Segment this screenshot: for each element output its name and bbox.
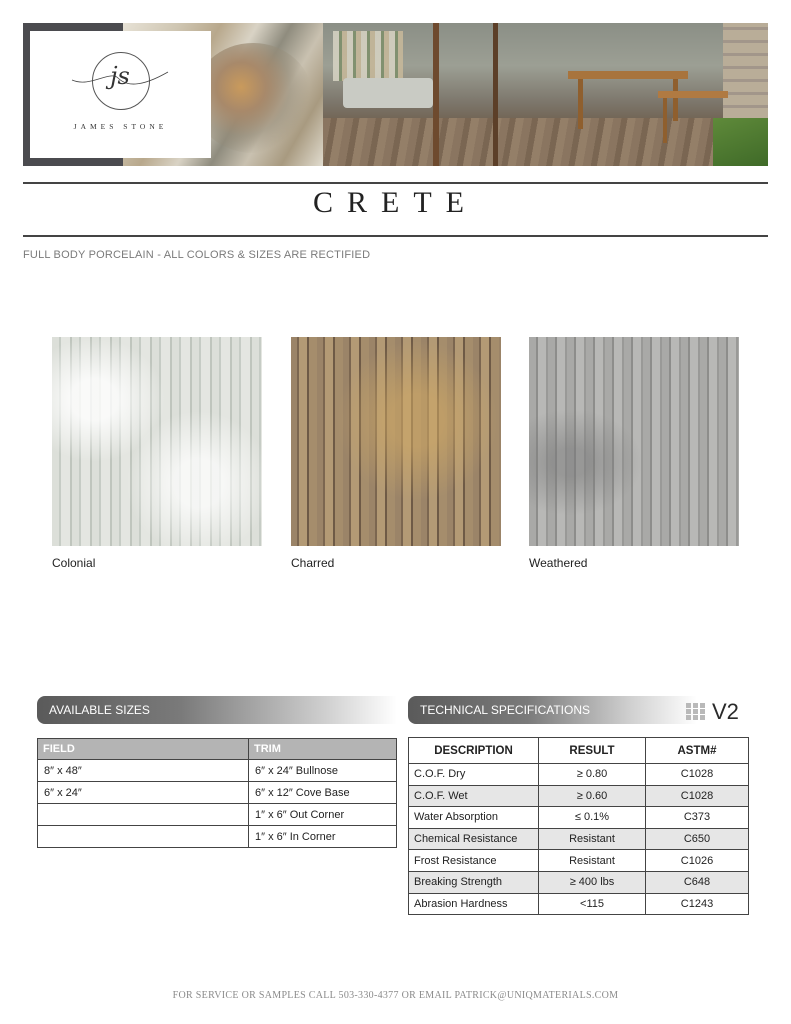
table-row (409, 807, 749, 829)
table-row (409, 871, 749, 893)
column-header-description: DESCRIPTION (409, 738, 539, 764)
table-cell (38, 826, 249, 848)
column-header-trim: TRIM (249, 739, 397, 760)
table-cell: C.O.F. Dry (409, 764, 539, 786)
table-row (38, 804, 397, 826)
table-cell: 8″ x 48″ (38, 760, 249, 782)
table-row (409, 785, 749, 807)
title-rule-top (23, 182, 768, 184)
table-cell: ≥ 0.80 (539, 764, 646, 786)
technical-specs-header: TECHNICAL SPECIFICATIONS (408, 696, 748, 724)
table-cell: C1026 (646, 850, 749, 872)
product-subtitle: FULL BODY PORCELAIN - ALL COLORS & SIZES ARE RECTIFIED (23, 249, 371, 261)
swatch-label-charred: Charred (291, 556, 335, 570)
table-cell: Resistant (539, 828, 646, 850)
available-sizes-header: AVAILABLE SIZES (37, 696, 397, 724)
table-cell: 1″ x 6″ In Corner (249, 826, 397, 848)
table-cell: C373 (646, 807, 749, 829)
table-cell: <115 (539, 893, 646, 915)
table-cell: Abrasion Hardness (409, 893, 539, 915)
page-title: CRETE (313, 186, 478, 219)
table-cell: ≥ 400 lbs (539, 871, 646, 893)
table-cell: ≥ 0.60 (539, 785, 646, 807)
grid-icon (686, 703, 706, 721)
table-header-row (409, 738, 749, 764)
table-cell: C648 (646, 871, 749, 893)
table-row (38, 826, 397, 848)
sizes-table (37, 738, 397, 848)
brand-name: JAMES STONE (73, 122, 168, 131)
logo-monogram: js (110, 62, 130, 90)
table-row (409, 764, 749, 786)
table-cell: C1028 (646, 785, 749, 807)
table-cell: C1243 (646, 893, 749, 915)
table-cell: Frost Resistance (409, 850, 539, 872)
title-rule-bottom (23, 235, 768, 237)
table-cell: Chemical Resistance (409, 828, 539, 850)
column-header-astm: ASTM# (646, 738, 749, 764)
table-cell: C.O.F. Wet (409, 785, 539, 807)
table-row (409, 893, 749, 915)
table-cell: Breaking Strength (409, 871, 539, 893)
swatch-label-colonial: Colonial (52, 556, 96, 570)
swatch-charred (291, 337, 501, 546)
table-header-row (38, 739, 397, 760)
table-cell: C1028 (646, 764, 749, 786)
table-cell: ≤ 0.1% (539, 807, 646, 829)
footer-contact: FOR SERVICE OR SAMPLES CALL 503-330-4377 OR EMAIL PATRICK@UNIQMATERIALS.COM (172, 990, 619, 1001)
table-cell: C650 (646, 828, 749, 850)
table-cell: Water Absorption (409, 807, 539, 829)
swatch-colonial (52, 337, 262, 546)
table-row (38, 760, 397, 782)
table-cell (38, 804, 249, 826)
table-cell: 6″ x 24″ (38, 782, 249, 804)
table-cell: 6″ x 24″ Bullnose (249, 760, 397, 782)
table-cell: Resistant (539, 850, 646, 872)
swatch-label-weathered: Weathered (529, 556, 588, 570)
swatch-weathered (529, 337, 739, 546)
table-cell: 1″ x 6″ Out Corner (249, 804, 397, 826)
table-row (409, 850, 749, 872)
table-row (38, 782, 397, 804)
table-cell: 6″ x 12″ Cove Base (249, 782, 397, 804)
column-header-result: RESULT (539, 738, 646, 764)
table-row (409, 828, 749, 850)
tech-specs-table (408, 737, 749, 915)
column-header-field: FIELD (38, 739, 249, 760)
version-label: V2 (712, 699, 739, 724)
